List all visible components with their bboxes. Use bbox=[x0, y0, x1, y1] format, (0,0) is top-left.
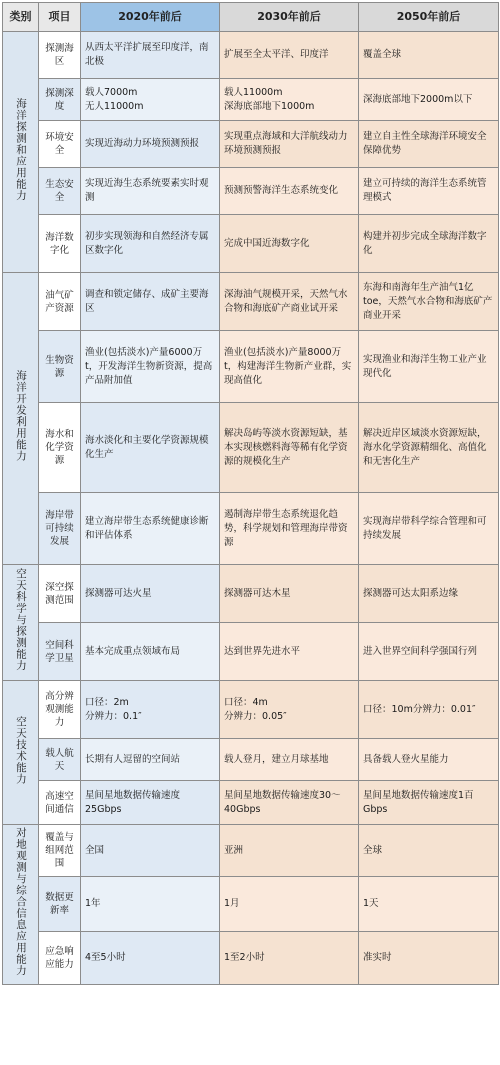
cell-2030: 探测器可达木星 bbox=[220, 565, 359, 623]
cell-2050: 1天 bbox=[359, 877, 499, 932]
item-cell: 高速空间通信 bbox=[39, 781, 81, 825]
cell-2020: 口径：2m 分辨力：0.1″ bbox=[81, 681, 220, 739]
table-row bbox=[3, 931, 499, 984]
table-row bbox=[3, 32, 499, 79]
cell-2030: 1至2小时 bbox=[220, 931, 359, 984]
table-body bbox=[3, 32, 499, 985]
item-cell: 高分辨观测能力 bbox=[39, 681, 81, 739]
capability-roadmap-table bbox=[2, 2, 499, 985]
table-row bbox=[3, 493, 499, 565]
cell-2020: 实现近海生态系统要素实时观测 bbox=[81, 168, 220, 215]
category-label: 空天科学与探测能力 bbox=[15, 568, 27, 672]
cell-2050: 建立可持续的海洋生态系统管理模式 bbox=[359, 168, 499, 215]
cell-2020: 载人7000m 无人11000m bbox=[81, 79, 220, 121]
table-row bbox=[3, 121, 499, 168]
category-label: 海洋开发利用能力 bbox=[15, 370, 27, 462]
cell-2030: 载人登月，建立月球基地 bbox=[220, 739, 359, 781]
header-item: 项目 bbox=[39, 3, 81, 32]
cell-2020: 基本完成重点领域布局 bbox=[81, 623, 220, 681]
header-2030: 2030年前后 bbox=[220, 3, 359, 32]
table-row bbox=[3, 403, 499, 493]
cell-2030: 渔业(包括淡水)产量8000万t，构建海洋生物新产业群，实现高值化 bbox=[220, 331, 359, 403]
cell-2050: 实现海岸带科学综合管理和可持续发展 bbox=[359, 493, 499, 565]
table-row bbox=[3, 623, 499, 681]
cell-2030: 载人11000m 深海底部地下1000m bbox=[220, 79, 359, 121]
item-cell: 生态安全 bbox=[39, 168, 81, 215]
cell-2050: 构建并初步完成全球海洋数字化 bbox=[359, 215, 499, 273]
cell-2030: 解决岛屿等淡水资源短缺，基本实现核燃料海等稀有化学资源的规模化生产 bbox=[220, 403, 359, 493]
cell-2050: 口径：10m分辨力：0.01″ bbox=[359, 681, 499, 739]
category-cell bbox=[3, 681, 39, 825]
cell-2020: 长期有人逗留的空间站 bbox=[81, 739, 220, 781]
category-cell bbox=[3, 32, 39, 273]
cell-2020: 调查和锁定储存、成矿主要海区 bbox=[81, 273, 220, 331]
cell-2050: 全球 bbox=[359, 825, 499, 877]
table-row bbox=[3, 781, 499, 825]
item-cell: 生物资源 bbox=[39, 331, 81, 403]
cell-2050: 覆盖全球 bbox=[359, 32, 499, 79]
cell-2030: 亚洲 bbox=[220, 825, 359, 877]
cell-2020: 全国 bbox=[81, 825, 220, 877]
cell-2020: 建立海岸带生态系统健康诊断和评估体系 bbox=[81, 493, 220, 565]
table-row bbox=[3, 739, 499, 781]
item-cell: 探测海区 bbox=[39, 32, 81, 79]
cell-2050: 深海底部地下2000m以下 bbox=[359, 79, 499, 121]
category-label: 海洋探测和应用能力 bbox=[15, 97, 27, 202]
table-row bbox=[3, 877, 499, 932]
cell-2020: 初步实现领海和自然经济专属区数字化 bbox=[81, 215, 220, 273]
cell-2030: 口径：4m 分辨力：0.05″ bbox=[220, 681, 359, 739]
header-category: 类别 bbox=[3, 3, 39, 32]
cell-2030: 预测预警海洋生态系统变化 bbox=[220, 168, 359, 215]
table-row bbox=[3, 79, 499, 121]
category-label: 空天技术能力 bbox=[15, 715, 27, 785]
table-row bbox=[3, 825, 499, 877]
category-cell bbox=[3, 825, 39, 985]
table-row bbox=[3, 168, 499, 215]
cell-2020: 实现近海动力环境预测预报 bbox=[81, 121, 220, 168]
cell-2030: 遏制海岸带生态系统退化趋势，科学规划和管理海岸带资源 bbox=[220, 493, 359, 565]
cell-2050: 准实时 bbox=[359, 931, 499, 984]
item-cell: 载人航天 bbox=[39, 739, 81, 781]
category-label: 对地观测与综合信息应用能力 bbox=[15, 827, 27, 977]
item-cell: 覆盖与组网范围 bbox=[39, 825, 81, 877]
cell-2020: 1年 bbox=[81, 877, 220, 932]
cell-2050: 建立自主性全球海洋环境安全保障优势 bbox=[359, 121, 499, 168]
cell-2030: 达到世界先进水平 bbox=[220, 623, 359, 681]
item-cell: 空间科学卫星 bbox=[39, 623, 81, 681]
item-cell: 探测深度 bbox=[39, 79, 81, 121]
item-cell: 油气矿产资源 bbox=[39, 273, 81, 331]
cell-2030: 1月 bbox=[220, 877, 359, 932]
table-row bbox=[3, 565, 499, 623]
cell-2030: 深海油气规模开采，天然气水合物和海底矿产商业试开采 bbox=[220, 273, 359, 331]
cell-2020: 渔业(包括淡水)产量6000万t，开发海洋生物新资源，提高产品附加值 bbox=[81, 331, 220, 403]
table-row bbox=[3, 331, 499, 403]
header-2050: 2050年前后 bbox=[359, 3, 499, 32]
cell-2030: 完成中国近海数字化 bbox=[220, 215, 359, 273]
cell-2020: 星间星地数据传输速度25Gbps bbox=[81, 781, 220, 825]
item-cell: 海洋数字化 bbox=[39, 215, 81, 273]
cell-2020: 探测器可达火星 bbox=[81, 565, 220, 623]
cell-2050: 解决近岸区域淡水资源短缺，海水化学资源精细化、高值化和无害化生产 bbox=[359, 403, 499, 493]
cell-2050: 星间星地数据传输速度1百Gbps bbox=[359, 781, 499, 825]
cell-2030: 扩展至全太平洋、印度洋 bbox=[220, 32, 359, 79]
cell-2050: 进入世界空间科学强国行列 bbox=[359, 623, 499, 681]
item-cell: 海水和化学资源 bbox=[39, 403, 81, 493]
category-cell bbox=[3, 273, 39, 565]
header-2020: 2020年前后 bbox=[81, 3, 220, 32]
category-cell bbox=[3, 565, 39, 681]
table-header-row bbox=[3, 3, 499, 32]
cell-2020: 4至5小时 bbox=[81, 931, 220, 984]
table-row bbox=[3, 215, 499, 273]
cell-2050: 探测器可达太阳系边缘 bbox=[359, 565, 499, 623]
cell-2030: 星间星地数据传输速度30～40Gbps bbox=[220, 781, 359, 825]
cell-2050: 具备载人登火星能力 bbox=[359, 739, 499, 781]
item-cell: 应急响应能力 bbox=[39, 931, 81, 984]
item-cell: 数据更新率 bbox=[39, 877, 81, 932]
cell-2050: 东海和南海年生产油气1亿toe，天然气水合物和海底矿产商业开采 bbox=[359, 273, 499, 331]
cell-2050: 实现渔业和海洋生物工业产业现代化 bbox=[359, 331, 499, 403]
cell-2030: 实现重点海域和大洋航线动力环境预测预报 bbox=[220, 121, 359, 168]
table-row bbox=[3, 681, 499, 739]
cell-2020: 从西太平洋扩展至印度洋，南北极 bbox=[81, 32, 220, 79]
table-row bbox=[3, 273, 499, 331]
item-cell: 深空探测范围 bbox=[39, 565, 81, 623]
cell-2020: 海水淡化和主要化学资源规模化生产 bbox=[81, 403, 220, 493]
item-cell: 海岸带可持续发展 bbox=[39, 493, 81, 565]
item-cell: 环境安全 bbox=[39, 121, 81, 168]
